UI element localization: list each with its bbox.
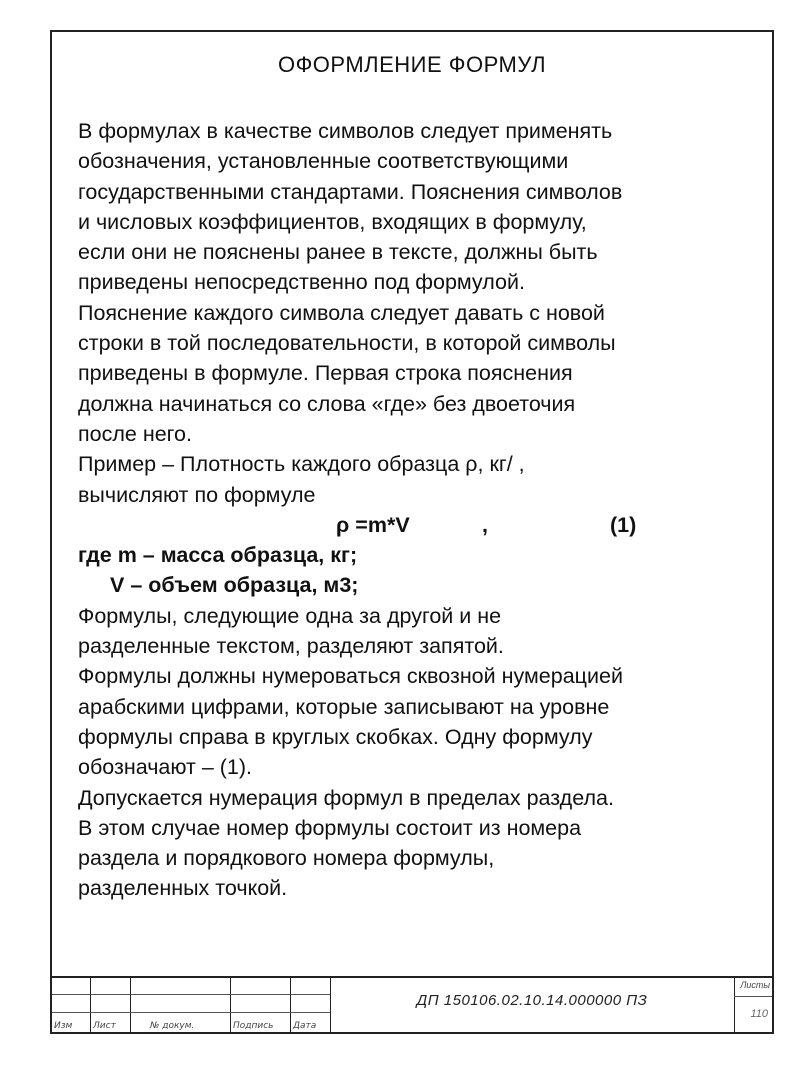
- text-line: и числовых коэффициентов, входящих в формулу,: [78, 209, 587, 234]
- stamp-divider: [130, 978, 131, 1032]
- stamp-divider: [230, 978, 231, 1032]
- formula-number: (1): [610, 512, 637, 537]
- text-line: строки в той последовательности, в которой символы: [78, 331, 616, 356]
- stamp-divider: [290, 978, 291, 1032]
- text-line: формулы справа в круглых скобках. Одну формулу: [78, 724, 593, 749]
- stamp-row-line: [52, 994, 330, 995]
- stamp-caption: Лист: [93, 1021, 116, 1031]
- body-text: [78, 116, 758, 904]
- text-line: обозначают – (1).: [78, 755, 253, 780]
- title-block: [52, 976, 772, 1032]
- stamp-row-line: [734, 996, 772, 997]
- text-line: после него.: [78, 421, 192, 446]
- stamp-caption: Дата: [293, 1021, 317, 1031]
- page-title: ОФОРМЛЕНИЕ ФОРМУЛ: [277, 52, 547, 77]
- text-line: арабскими цифрами, которые записывают на уровне: [78, 694, 610, 719]
- text-line: раздела и порядкового номера формулы,: [78, 846, 495, 871]
- formula-expression: ρ =m*V: [336, 512, 410, 537]
- text-line: Пример – Плотность каждого образца ρ, кг/ ,: [78, 452, 525, 477]
- sheet-caption: Листы: [740, 980, 770, 990]
- text-line: разделенные текстом, разделяют запятой.: [78, 634, 504, 659]
- stamp-caption: Изм: [54, 1021, 73, 1031]
- document-code: ДП 150106.02.10.14.000000 ПЗ: [416, 992, 648, 1009]
- stamp-caption: Подпись: [233, 1021, 274, 1031]
- sheet-number: 110: [750, 1008, 768, 1020]
- stamp-divider: [330, 978, 331, 1032]
- text-line: Допускается нумерация формул в пределах раздела.: [78, 785, 614, 810]
- stamp-caption: № докум.: [150, 1021, 195, 1031]
- text-line: должна начинаться со слова «где» без двоеточия: [78, 391, 576, 416]
- text-line: если они не пояснены ранее в тексте, должны быть: [78, 240, 598, 265]
- text-line: В формулах в качестве символов следует применять: [78, 119, 613, 143]
- text-line: Формулы, следующие одна за другой и не: [78, 603, 502, 628]
- stamp-divider: [90, 978, 91, 1032]
- where-line: V – объем образца, м3;: [110, 573, 359, 598]
- formula-line: [78, 510, 758, 540]
- text-line: приведены непосредственно под формулой.: [78, 270, 525, 295]
- text-line: вычисляют по формуле: [78, 482, 316, 507]
- text-line: государственными стандартами. Пояснения символов: [78, 179, 623, 204]
- stamp-row-line: [52, 1012, 330, 1013]
- document-sheet: [50, 30, 774, 1034]
- text-line: В этом случае номер формулы состоит из номера: [78, 815, 582, 840]
- formula-comma: ,: [482, 512, 488, 537]
- text-line: приведены в формуле. Первая строка пояснения: [78, 361, 573, 386]
- stamp-divider: [734, 978, 735, 1032]
- text-line: Формулы должны нумероваться сквозной нумерацией: [78, 664, 623, 689]
- text-line: Пояснение каждого символа следует давать с новой: [78, 300, 605, 325]
- where-line: где m – масса образца, кг;: [78, 543, 358, 568]
- text-line: обозначения, установленные соответствующими: [78, 149, 569, 174]
- text-line: разделенных точкой.: [78, 876, 288, 901]
